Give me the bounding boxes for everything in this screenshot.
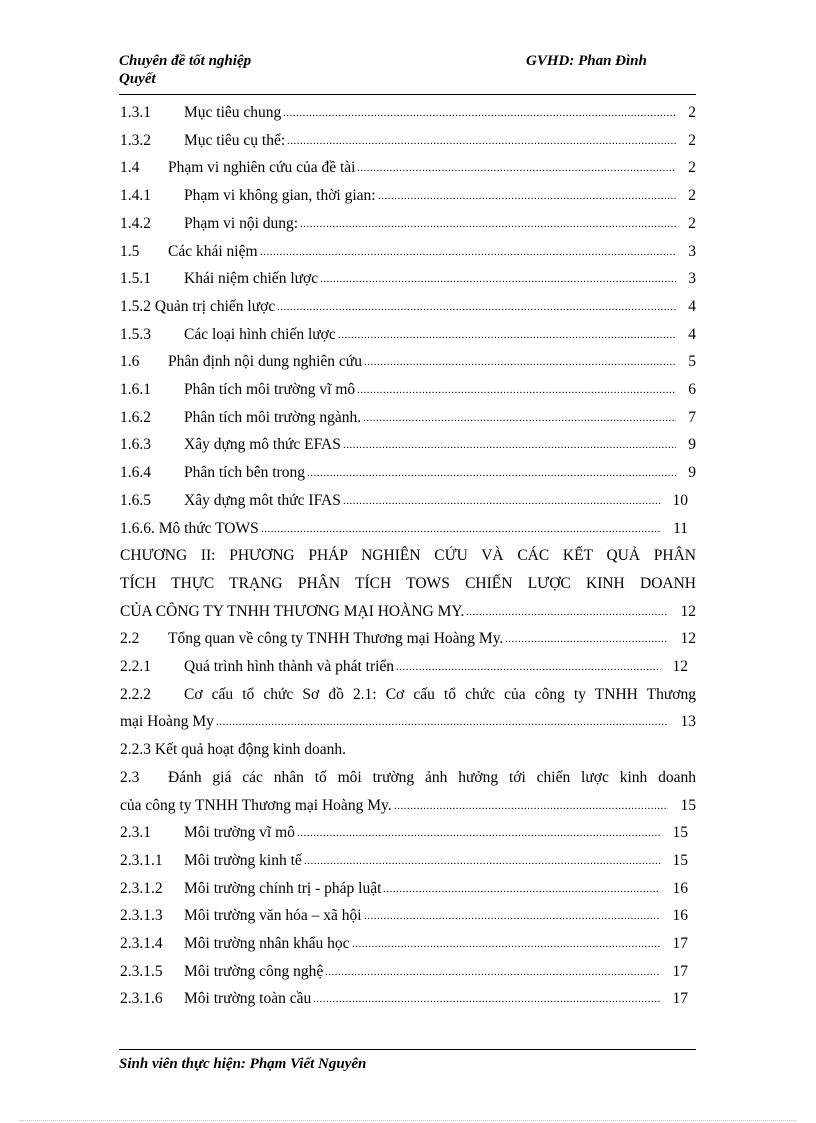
toc-entry-title: Môi trường vĩ mô: [184, 824, 295, 842]
toc-leader-dots: [283, 101, 676, 125]
toc-entry[interactable]: [120, 627, 696, 651]
toc-entry-number: 1.6.5: [120, 491, 151, 509]
toc-entry-tail: [120, 738, 696, 762]
toc-entry[interactable]: [120, 517, 696, 541]
toc-entry-title: Đánh giá các nhân tố môi trường ảnh hưởng tới chiến lược kinh doanh: [168, 768, 696, 786]
toc-entry-title: Các loại hình chiến lược: [184, 325, 336, 343]
toc-entry-number: 1.5.3: [120, 325, 151, 343]
toc-entry-number: 2.2.1: [120, 658, 151, 675]
toc-entry[interactable]: [120, 350, 696, 374]
toc-leader-dots: [505, 627, 668, 651]
toc-entry-page: 9: [688, 464, 696, 482]
toc-entry-title: Quá trình hình thành và phát triển: [184, 658, 395, 675]
toc-entry-title: Khái niệm chiến lược: [184, 270, 319, 288]
toc-entry-title: Môi trường nhân khẩu học: [184, 935, 350, 952]
toc-entry-title: Tổng quan về công ty TNHH Thương mại Hoàng My.: [168, 630, 504, 648]
toc-entry[interactable]: [120, 821, 696, 845]
toc-entry-number: 1.6.3: [120, 436, 151, 454]
toc-entry-page: 13: [680, 713, 696, 731]
toc-leader-dots: [352, 932, 660, 956]
toc-entry-number: 2.3.1: [120, 824, 151, 842]
toc-entry[interactable]: [120, 904, 696, 928]
toc-entry-page: 12: [680, 630, 696, 648]
toc-entry-page: 15: [680, 796, 696, 814]
toc-entry-number: 1.5: [120, 242, 140, 260]
toc-leader-dots: [325, 960, 660, 984]
toc-entry-number: 1.6.2: [120, 408, 151, 426]
toc-entry-title: Mục tiêu chung: [184, 104, 282, 121]
toc-entry[interactable]: [120, 101, 696, 125]
toc-entry-page: 3: [688, 242, 696, 260]
toc-entry-number: 1.6: [120, 353, 140, 371]
toc-entry-title: Phân định nội dung nghiên cứu: [168, 353, 362, 371]
toc-entry[interactable]: [120, 849, 696, 873]
toc-entry-title: mại Hoàng My: [120, 713, 214, 731]
toc-entry[interactable]: [120, 295, 696, 319]
toc-leader-dots: [216, 710, 668, 734]
toc-leader-dots: [304, 849, 660, 873]
toc-leader-dots: [338, 323, 676, 347]
toc-leader-dots: [343, 433, 676, 457]
toc-entry-tail: [120, 710, 696, 734]
toc-entry-number: 2.3.1.3: [120, 907, 163, 925]
toc-entry[interactable]: [120, 655, 696, 679]
toc-entry-number: 1.3.2: [120, 131, 151, 149]
toc-entry-title: 1.5.2 Quản trị chiến lược: [120, 297, 276, 315]
toc-entry-title: Mục tiêu cụ thể:: [184, 131, 286, 149]
toc-entry-page: 17: [672, 962, 688, 980]
toc-leader-dots: [320, 267, 676, 291]
toc-leader-dots: [300, 212, 676, 236]
toc-leader-dots: [394, 794, 668, 818]
toc-leader-dots: [297, 821, 660, 845]
toc-leader-dots: [307, 461, 676, 485]
toc-entry-title: Xây dựng mô thức EFAS: [184, 436, 341, 454]
toc-entry-page: 2: [688, 214, 696, 232]
toc-entry-title: Môi trường kinh tế: [184, 851, 302, 869]
chapter2-heading-line2: TÍCH THỰC TRẠNG PHÂN TÍCH TOWS CHIẾN LƯỢC KINH DOANH: [120, 574, 696, 592]
toc-entry-title: 1.6.6. Mô thức TOWS: [120, 519, 259, 537]
toc-leader-dots: [287, 129, 676, 153]
toc-leader-dots: [357, 156, 676, 180]
toc-entry[interactable]: [120, 129, 696, 153]
toc-leader-dots: [357, 378, 676, 402]
toc-entry-page: 2: [688, 187, 696, 205]
toc-entry-page: 2: [688, 104, 696, 121]
toc-entry-title: Xây dựng môt thức IFAS: [184, 491, 341, 509]
toc-entry-title: Môi trường văn hóa – xã hội: [184, 907, 362, 925]
toc-entry-number: 2.3.1.4: [120, 935, 163, 952]
toc-entry-title: CỦA CÔNG TY TNHH THƯƠNG MẠI HOÀNG MY.: [120, 602, 465, 620]
toc-entry[interactable]: [120, 489, 696, 513]
toc-entry-title: Phân tích môi trường ngành.: [184, 408, 362, 426]
toc-leader-dots: [261, 517, 661, 541]
toc-entry-number: 1.6.1: [120, 381, 151, 398]
toc-entry-title: Phạm vi nội dung:: [184, 214, 299, 232]
toc-leader-dots: [260, 240, 676, 264]
toc-entry-number: 2.3.1.1: [120, 851, 163, 869]
toc-entry-tail: [120, 794, 696, 818]
toc-entry-number: 1.4: [120, 159, 140, 177]
toc-entry-page: 4: [688, 297, 696, 315]
toc-entry-number: 1.4.2: [120, 214, 151, 232]
toc-entry-number: 1.4.1: [120, 187, 151, 205]
toc-entry-page: 7: [688, 408, 696, 426]
toc-entry-title: Cơ cấu tổ chức Sơ đồ 2.1: Cơ cấu tổ chức của công ty TNHH Thương: [184, 685, 696, 703]
toc-entry-page: 4: [688, 325, 696, 343]
toc-leader-dots: [277, 295, 676, 319]
toc-entry[interactable]: [120, 184, 696, 208]
toc-entry-title: của công ty TNHH Thương mại Hoàng My.: [120, 796, 392, 814]
toc-entry-page: 17: [672, 935, 688, 952]
toc-entry[interactable]: [120, 156, 696, 180]
toc-entry[interactable]: [120, 932, 696, 956]
toc-entry-title: Môi trường toàn cầu: [184, 990, 312, 1008]
toc-leader-dots: [466, 600, 668, 624]
toc-entry-page: 15: [672, 851, 688, 869]
toc-entry-page: 6: [688, 381, 696, 398]
footer-divider: [119, 1049, 696, 1050]
toc-entry-number: 2.3.1.6: [120, 990, 163, 1008]
toc-entry-page: 11: [673, 519, 688, 537]
toc-entry-page: 5: [688, 353, 696, 371]
toc-entry[interactable]: [120, 433, 696, 457]
toc-leader-dots: [313, 987, 660, 1011]
toc-entry[interactable]: [120, 378, 696, 402]
toc-entry-number: 2.3.1.5: [120, 962, 163, 980]
toc-leader-dots: [364, 904, 660, 928]
toc-entry-page: 12: [680, 602, 696, 620]
toc-leader-dots: [364, 350, 676, 374]
toc-leader-dots: [378, 184, 676, 208]
toc-entry-title: 2.2.3 Kết quả hoạt động kinh doanh.: [120, 741, 347, 759]
toc-entry-number: 2.3.1.2: [120, 879, 163, 897]
toc-entry-title: Môi trường công nghệ: [184, 962, 324, 980]
toc-entry-title: Phạm vi không gian, thời gian:: [184, 187, 376, 205]
toc-entry-number: 1.3.1: [120, 104, 151, 121]
toc-leader-dots: [363, 406, 676, 430]
toc-entry-title: Phân tích môi trường vĩ mô: [184, 381, 356, 398]
toc-entry-page: 10: [672, 491, 688, 509]
toc-entry[interactable]: [120, 461, 696, 485]
toc-entry-2-2-2-line1[interactable]: [120, 683, 696, 707]
toc-entry-number: 1.5.1: [120, 270, 151, 288]
toc-entry[interactable]: [120, 240, 696, 264]
toc-entry-page: 2: [688, 131, 696, 149]
toc-entry[interactable]: [120, 960, 696, 984]
toc-entry[interactable]: [120, 212, 696, 236]
toc-entry[interactable]: [120, 406, 696, 430]
header-left-line2: Quyết: [119, 71, 156, 87]
toc-entry[interactable]: [120, 987, 696, 1011]
page-edge: [20, 1120, 796, 1121]
header-left-line1: Chuyên đề tốt nghiệp: [119, 53, 252, 69]
toc-entry-page: 12: [672, 658, 688, 675]
toc-entry[interactable]: [120, 267, 696, 291]
toc-entry-page: 16: [672, 907, 688, 925]
header-divider: [119, 94, 696, 95]
chapter2-heading-line1: CHƯƠNG II: PHƯƠNG PHÁP NGHIÊN CỨU VÀ CÁC KẾT QUẢ PHÂN: [120, 547, 696, 565]
toc-entry-number: 2.2.2: [120, 685, 151, 703]
toc-leader-dots: [343, 489, 660, 513]
toc-entry-page: 17: [672, 990, 688, 1008]
toc-entry-2-3-line1[interactable]: [120, 766, 696, 790]
toc-entry-title: Các khái niệm: [168, 242, 258, 260]
toc-leader-dots: [383, 877, 660, 901]
toc-entry-tail: [120, 600, 696, 624]
toc-entry-page: 2: [688, 159, 696, 177]
header-right: GVHD: Phan Đình: [526, 53, 647, 69]
toc-entry-number: 2.2: [120, 630, 140, 648]
toc-entry[interactable]: [120, 323, 696, 347]
toc-entry-number: 1.6.4: [120, 464, 151, 482]
toc-entry-page: 16: [672, 879, 688, 897]
page-footer: Sinh viên thực hiện: Phạm Viết Nguyên: [119, 1056, 367, 1072]
toc-leader-dots: [396, 655, 660, 679]
toc-entry-page: 15: [672, 824, 688, 842]
toc-entry-title: Phạm vi nghiên cứu của đề tài: [168, 159, 356, 177]
toc-entry-page: 3: [688, 270, 696, 288]
toc-entry-title: Phân tích bên trong: [184, 464, 305, 482]
toc-entry-number: 2.3: [120, 768, 140, 786]
toc-entry-title: Môi trường chính trị - pháp luật: [184, 879, 382, 897]
toc-entry-page: 9: [688, 436, 696, 454]
toc-entry[interactable]: [120, 877, 696, 901]
